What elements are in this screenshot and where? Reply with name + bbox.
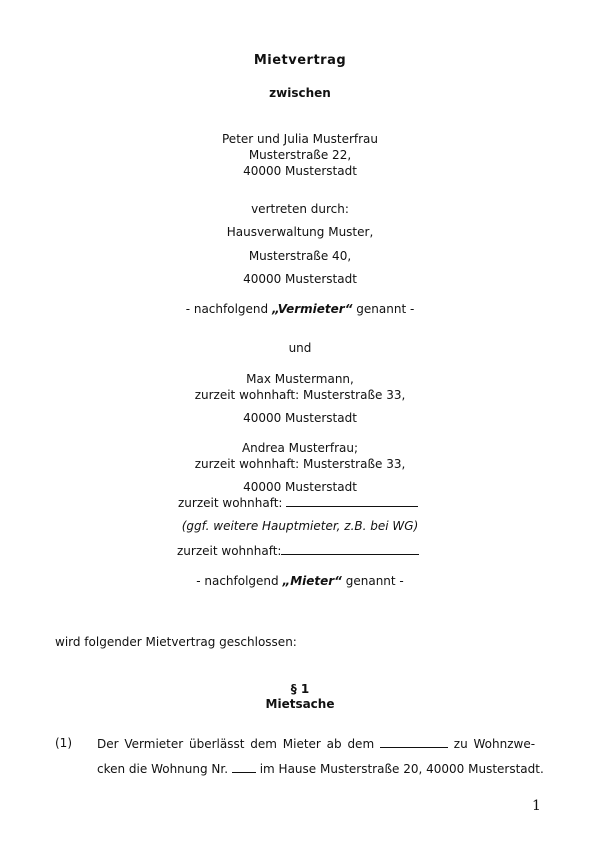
designation-prefix: - nachfolgend bbox=[185, 302, 272, 316]
document-title: Mietvertrag bbox=[253, 53, 347, 68]
landlord-names: Peter und Julia Musterfrau bbox=[222, 132, 378, 146]
section-heading: Mietsache bbox=[265, 697, 335, 711]
extra-residence-line-2 bbox=[177, 542, 419, 559]
additional-tenants-note: (ggf. weitere Hauptmieter, z.B. bei WG) bbox=[181, 519, 419, 533]
extra-residence-line-1 bbox=[178, 494, 418, 511]
tenant2-name: Andrea Musterfrau; bbox=[241, 441, 359, 455]
tenant1-name: Max Mustermann, bbox=[246, 372, 354, 386]
clause-line-1 bbox=[97, 735, 535, 752]
extra-residence-label-1: zurzeit wohnhaft: bbox=[178, 496, 283, 510]
residence-blank-1[interactable] bbox=[286, 494, 418, 507]
extra-residence-label-2: zurzeit wohnhaft: bbox=[177, 544, 282, 558]
represented-label: vertreten durch: bbox=[251, 202, 349, 216]
clause-line-2-start: cken die Wohnung Nr. bbox=[97, 762, 229, 776]
start-date-blank[interactable] bbox=[380, 735, 448, 748]
between-label: zwischen bbox=[269, 86, 331, 100]
tenant1-address: zurzeit wohnhaft: Musterstraße 33, bbox=[194, 388, 406, 402]
landlord-city: 40000 Musterstadt bbox=[243, 164, 357, 178]
clause-number: (1) bbox=[55, 736, 72, 750]
clause-line-1-end: zu Wohnzwe- bbox=[453, 737, 536, 751]
landlord-designation bbox=[0, 301, 600, 317]
management-company: Hausverwaltung Muster, bbox=[226, 225, 374, 239]
landlord-term: „Vermieter“ bbox=[271, 302, 353, 316]
tenant-designation bbox=[0, 573, 600, 589]
clause-line-1-start: Der Vermieter überlässt dem Mieter ab dem bbox=[97, 737, 375, 751]
management-city: 40000 Musterstadt bbox=[243, 272, 357, 286]
tenant-term: „Mieter“ bbox=[282, 574, 342, 588]
tenant2-address: zurzeit wohnhaft: Musterstraße 33, bbox=[194, 457, 406, 471]
contract-intro: wird folgender Mietvertrag geschlossen: bbox=[55, 635, 297, 649]
designation-prefix: - nachfolgend bbox=[196, 574, 283, 588]
designation-suffix: genannt - bbox=[352, 302, 415, 316]
management-street: Musterstraße 40, bbox=[248, 249, 352, 263]
designation-suffix: genannt - bbox=[341, 574, 404, 588]
and-label: und bbox=[288, 341, 312, 355]
section-number: § 1 bbox=[290, 682, 310, 696]
tenant2-city: 40000 Musterstadt bbox=[243, 480, 357, 494]
clause-line-2-end: im Hause Musterstraße 20, 40000 Musterstadt. bbox=[259, 762, 544, 776]
residence-blank-2[interactable] bbox=[281, 542, 419, 555]
page-number: 1 bbox=[532, 798, 541, 814]
clause-line-2 bbox=[97, 760, 544, 777]
apartment-number-blank[interactable] bbox=[232, 760, 256, 773]
tenant1-city: 40000 Musterstadt bbox=[243, 411, 357, 425]
landlord-street: Musterstraße 22, bbox=[248, 148, 352, 162]
